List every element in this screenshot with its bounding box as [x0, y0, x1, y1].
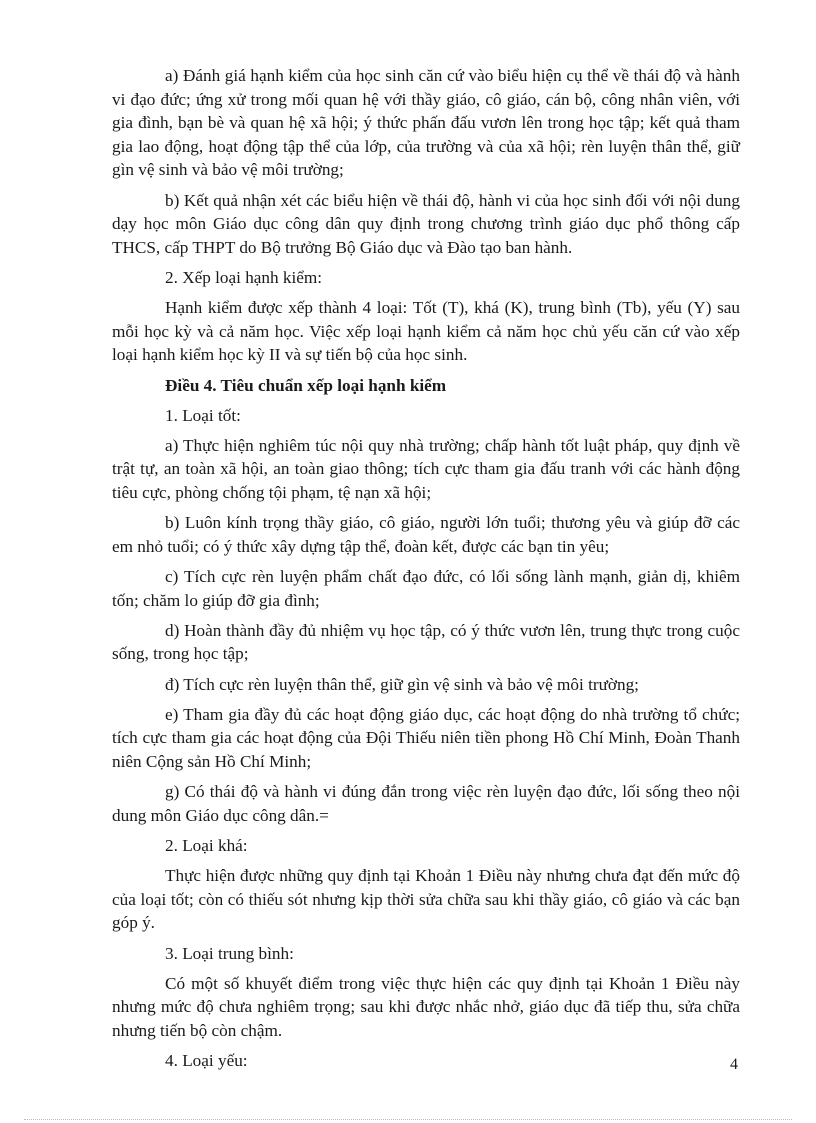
paragraph-good-e: e) Tham gia đầy đủ các hoạt động giáo dục, các hoạt động do nhà trường tổ chức; tích cực tham gia các hoạt động của Đội Thiếu niên tiền phong Hồ Chí Minh, Đoàn Thanh niên Cộng sản Hồ Chí Minh; [112, 704, 740, 771]
section-fair-grade: 2. Loại khá: [165, 835, 248, 855]
page-number: 4 [730, 1056, 738, 1073]
paragraph-fair-description: Thực hiện được những quy định tại Khoản 1 Điều này nhưng chưa đạt đến mức độ của loại tốt; còn có thiếu sót nhưng kịp thời sửa chữa sau khi thầy giáo, cô giáo và các bạn góp ý. [112, 866, 740, 933]
paragraph-good-dd: đ) Tích cực rèn luyện thân thể, giữ gìn vệ sinh và bảo vệ môi trường; [165, 674, 639, 694]
paragraph-criteria-b: b) Kết quả nhận xét các biểu hiện về thái độ, hành vi của học sinh đối với nội dung dạy học môn Giáo dục công dân quy định trong chương trình giáo dục phổ thông cấp THCS, cấp THPT do Bộ trưởng Bộ Giáo dục và Đào tạo ban hành. [112, 190, 740, 257]
paragraph-good-c: c) Tích cực rèn luyện phẩm chất đạo đức, có lối sống lành mạnh, giản dị, khiêm tốn; chăm lo giúp đỡ gia đình; [112, 567, 740, 610]
paragraph-good-g: g) Có thái độ và hành vi đúng đắn trong việc rèn luyện đạo đức, lối sống theo nội dung môn Giáo dục công dân.= [112, 782, 740, 825]
paragraph-good-b: b) Luôn kính trọng thầy giáo, cô giáo, người lớn tuổi; thương yêu và giúp đỡ các em nhỏ tuổi; có ý thức xây dựng tập thể, đoàn kết, được các bạn tin yêu; [112, 513, 740, 556]
paragraph-criteria-a: a) Đánh giá hạnh kiểm của học sinh căn cứ vào biểu hiện cụ thể về thái độ và hành vi đạo đức; ứng xử trong mối quan hệ với thầy giáo, cô giáo, cán bộ, công nhân viên, với gia đình, bạn bè và quan hệ xã hội; ý thức phấn đấu vươn lên trong học tập; kết quả tham gia lao động, hoạt động tập thể của lớp, của trường và của xã hội; rèn luyện thân thể, giữ gìn vệ sinh và bảo vệ môi trường; [112, 66, 740, 180]
section-average-grade: 3. Loại trung bình: [165, 943, 294, 963]
paragraph-good-a: a) Thực hiện nghiêm túc nội quy nhà trường; chấp hành tốt luật pháp, quy định về trật tự, an toàn xã hội, an toàn giao thông; tích cực tham gia đấu tranh với các hành động tiêu cực, phòng chống tội phạm, tệ nạn xã hội; [112, 435, 740, 503]
paragraph-good-d: d) Hoàn thành đầy đủ nhiệm vụ học tập, có ý thức vươn lên, trung thực trong cuộc sống, trong học tập; [112, 620, 740, 664]
page-bottom-divider [24, 1119, 792, 1120]
document-body [112, 64, 740, 1079]
paragraph-average-description: Có một số khuyết điểm trong việc thực hiện các quy định tại Khoản 1 Điều này nhưng mức độ chưa nghiêm trọng; sau khi được nhắc nhở, giáo dục đã tiếp thu, sửa chữa nhưng tiến bộ còn chậm. [112, 973, 740, 1040]
section-weak-grade: 4. Loại yếu: [165, 1051, 248, 1071]
paragraph-classification-description: Hạnh kiểm được xếp thành 4 loại: Tốt (T), khá (K), trung bình (Tb), yếu (Y) sau mỗi học kỳ và cả năm học. Việc xếp loại hạnh kiểm cả năm học chủ yếu căn cứ vào xếp loại hạnh kiểm học kỳ II và sự tiến bộ của học sinh. [112, 298, 740, 365]
article-heading: Điều 4. Tiêu chuẩn xếp loại hạnh kiểm [165, 375, 447, 395]
section-conduct-classification: 2. Xếp loại hạnh kiểm: [165, 267, 323, 287]
section-good-grade: 1. Loại tốt: [165, 405, 241, 425]
